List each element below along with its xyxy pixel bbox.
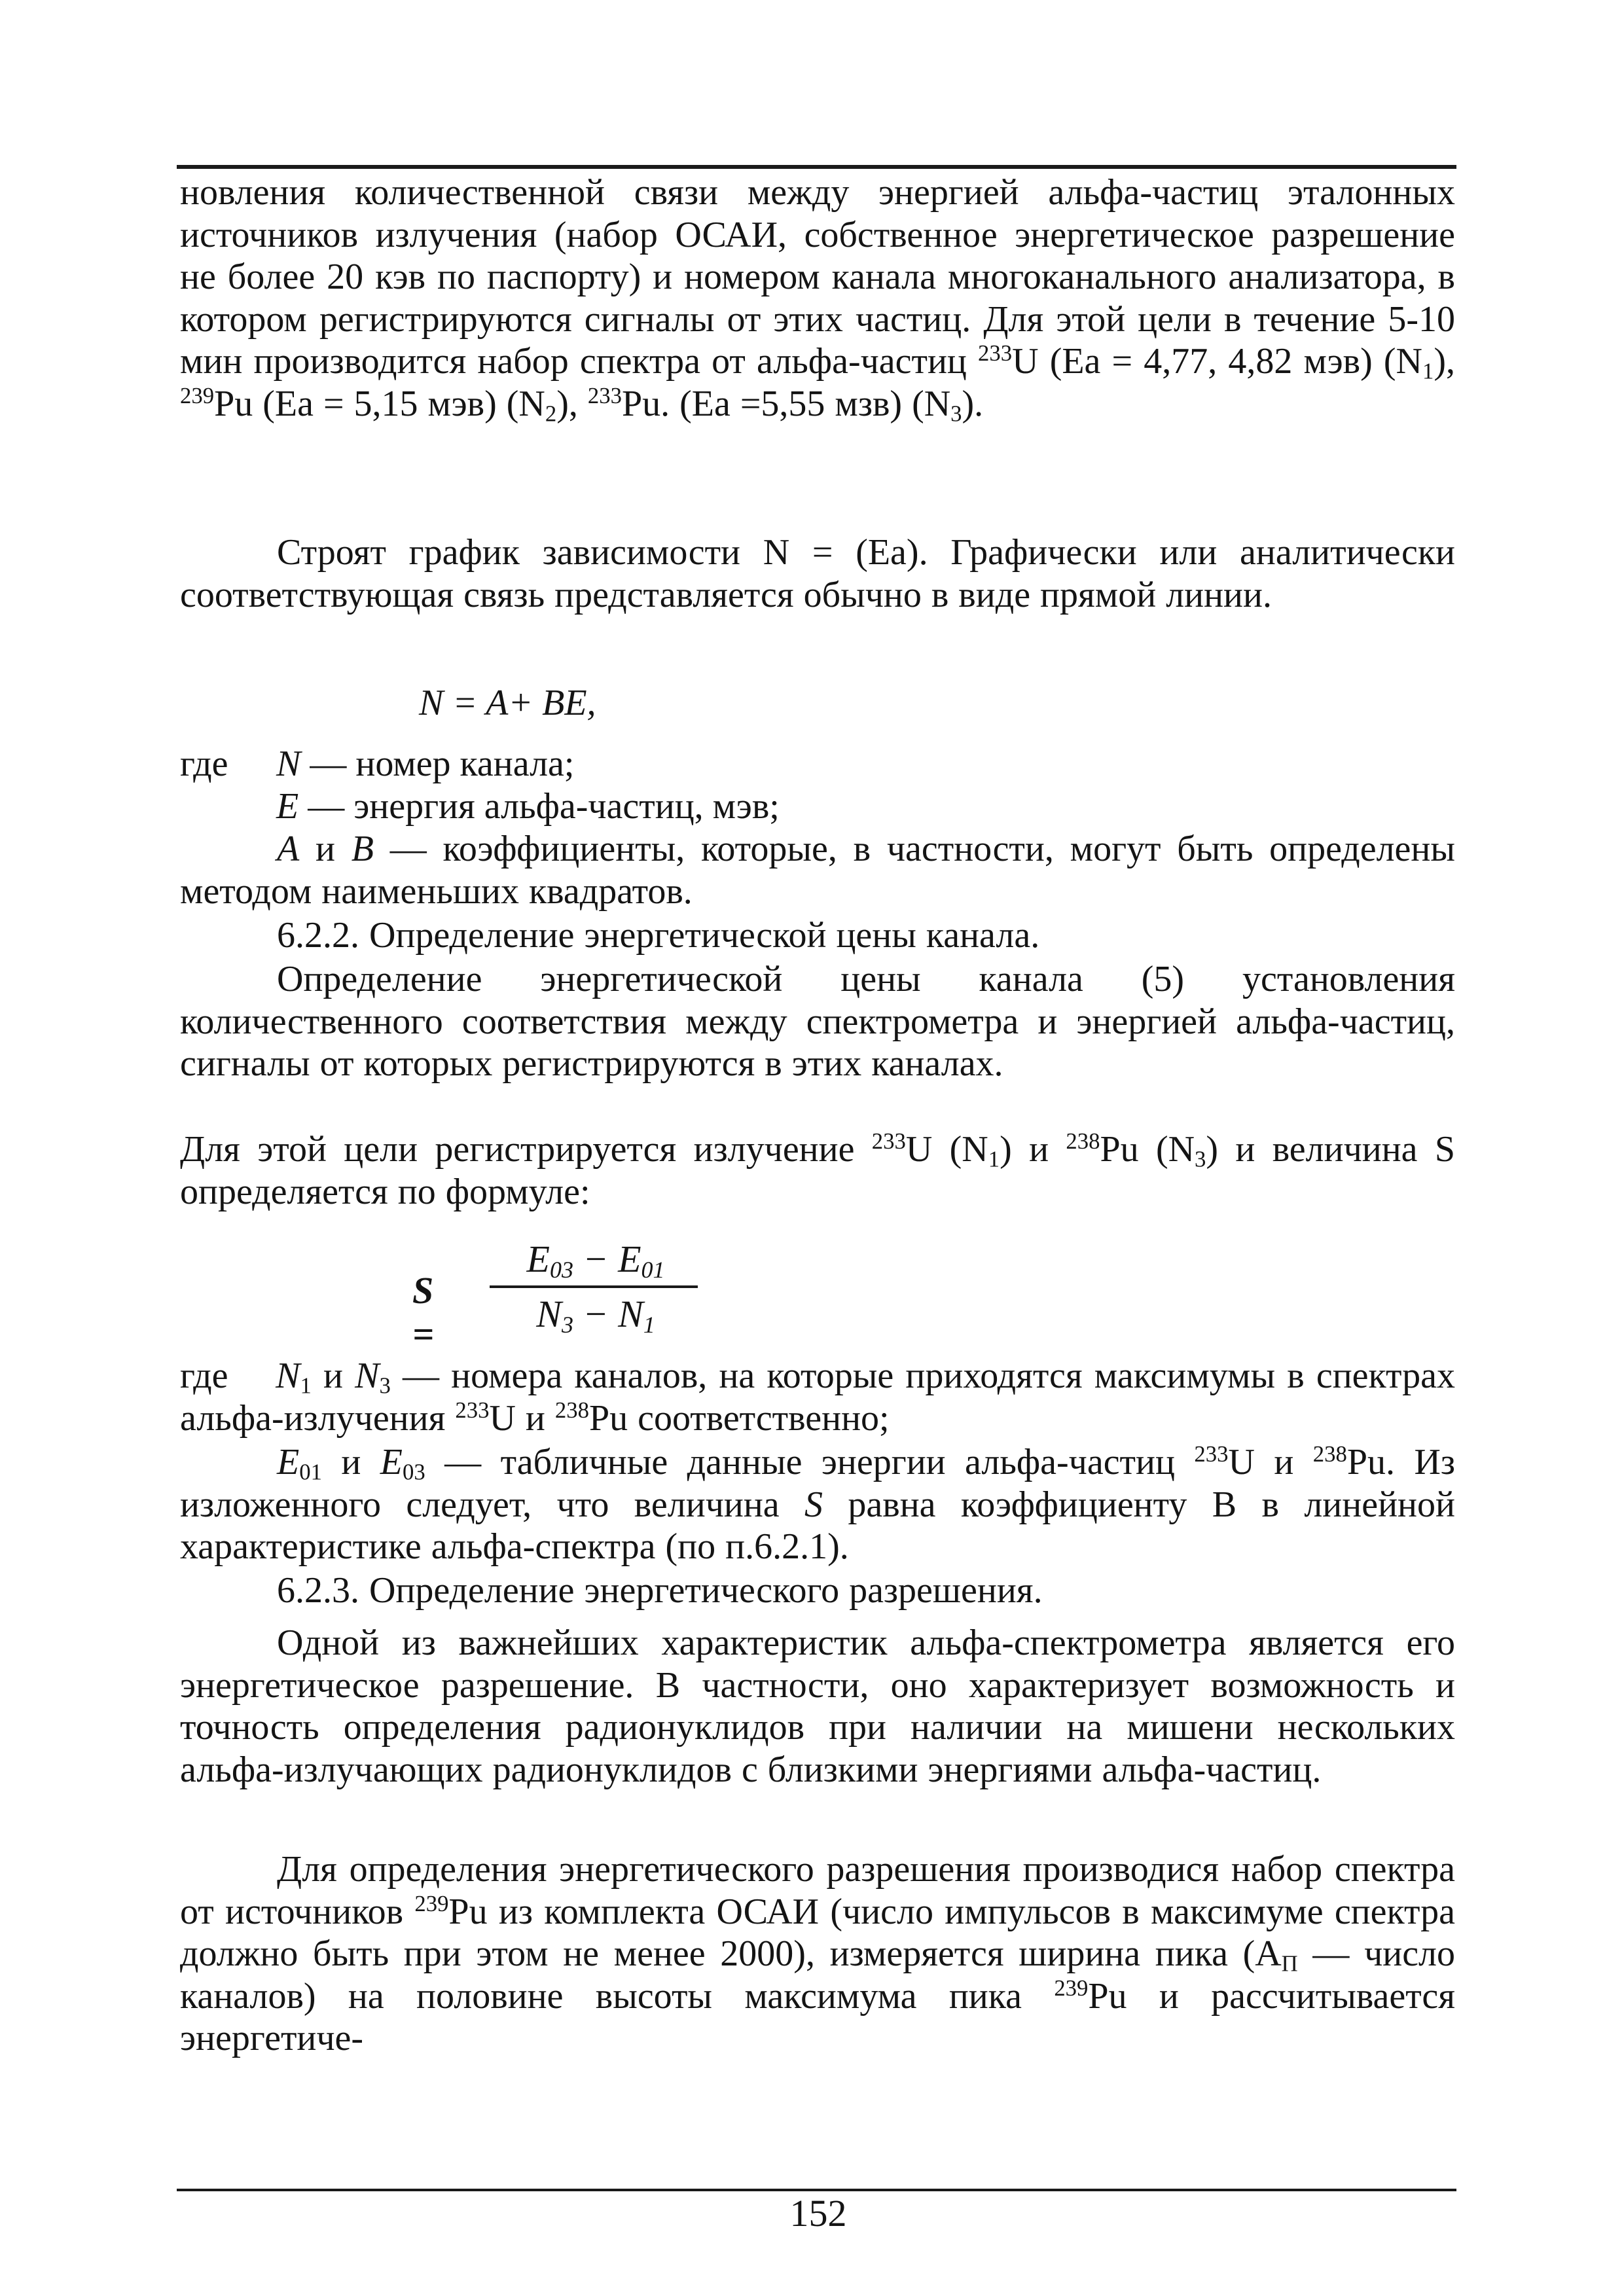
paragraph-1: новления количественной связи между энергией альфа-частиц эталонных источников излучения (набор ОСАИ, собственное энергетическое разрешение не более 20 кэв по паспорту) и номером канала многоканального анализатора, в котором регистрируются сигналы от этих частиц. Для этой цели в течение 5-10 мин производится набор спектра от альфа-частиц $^{233}$U (Ea = 4,77, 4,82 мэв) $(N_1)$, $^{239}$Pu (Ea = 5,15 мэв) $(N_2)$, $^{233}$Pu. (Ea =5,55 мзв) $(N_3)$. (180, 172, 1455, 427)
fraction-denominator: $N_3 - N_1$ (536, 1293, 655, 1338)
paragraph-7: Одной из важнейших характеристик альфа-спектрометра является его энергетическое разрешение. В частности, оно характеризует возможность и точность определения радионуклидов при наличии на мишени нескольких альфа-излучающих радионуклидов с близкими энергиями альфа-частиц. (180, 1623, 1455, 1790)
definition-ab: A и B — коэффициенты, которые, в частности, могут быть определены методом наименьших квадратов. (180, 829, 1455, 912)
definition-where: где (180, 744, 228, 784)
page-number: 152 (789, 2192, 847, 2234)
section-heading-6-2-2: 6.2.2. Определение энергетической цены канала. (277, 915, 1040, 956)
definition-e: E — энергия альфа-частиц, мэв; (276, 786, 780, 827)
section-heading-6-2-3: 6.2.3. Определение энергетического разрешения. (277, 1570, 1043, 1611)
paragraph-5: где $N_1$ и $N_3$ — номера каналов, на которые приходятся максимумы в спектрах альфа-излучения $^{233}$U и $^{238}$Pu соответственно; (180, 1355, 1456, 1439)
paragraph-3: Определение энергетической цены канала (5) установления количественного соответствия между спектрометра и энергией альфа-частиц, сигналы от которых регистрируются в этих каналах. (180, 959, 1455, 1084)
paragraph-4: Для этой цели регистрируется излучение $^{233}$U $(N_1)$ и $^{238}$Pu $(N_3)$ и величина S определяется по формуле: (180, 1128, 1455, 1212)
paragraph-2: Строят график зависимости N = (Ea). Графически или аналитически соответствующая связь представляется обычно в виде прямой линии. (180, 532, 1455, 615)
definition-n: N — номер канала; (276, 744, 575, 784)
fraction-numerator: $E_{03} - E_{01}$ (526, 1238, 665, 1283)
paragraph-6: $E_{01}$ и $E_{03}$ — табличные данные энергии альфа-частиц $^{233}$U и $^{238}$Pu. Из изложенного следует, что величина S равна коэффициенту В в линейной характеристике альфа-спектра (по п.6.2.1). (180, 1441, 1456, 1567)
formula-linear: N = A+ BE, (419, 683, 596, 723)
top-rule (177, 165, 1456, 169)
paragraph-8: Для определения энергетического разрешения производися набор спектра от источников $^{239}$Pu из комплекта ОСАИ (число импульсов в максимуме спектра должно быть при этом не менее 2000), измеряется ширина пика ($A_П$ — число каналов) на половине высоты максимума пика $^{239}$Pu и рассчитывается энергетиче- (180, 1849, 1456, 2058)
fraction-bar (490, 1285, 698, 1288)
